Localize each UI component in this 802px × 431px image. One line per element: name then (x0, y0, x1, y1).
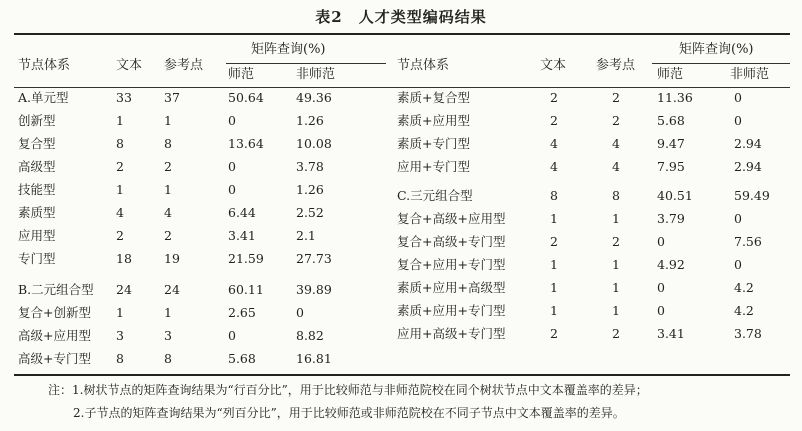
header-matrix-left: 矩阵查询(%) (251, 42, 326, 57)
cell-normal-right: 7.95 (657, 159, 685, 174)
cell-node-left: 复合+创新型 (18, 305, 91, 320)
cell-normal-left: 0 (228, 328, 236, 343)
cell-node-right: 应用+专门型 (397, 159, 470, 174)
cell-node-right: 素质+应用+专门型 (397, 303, 506, 318)
cell-normal-right: 4.92 (657, 257, 685, 272)
cell-normal-left: 3.41 (228, 228, 256, 243)
cell-text-left: 1 (116, 305, 124, 320)
cell-normal-right: 0 (657, 303, 665, 318)
cell-text-left: 18 (116, 251, 132, 266)
cell-text-left: 4 (116, 205, 124, 220)
cell-normal-left: 5.68 (228, 351, 256, 366)
cell-normal-right: 3.41 (657, 326, 685, 341)
matrix-subrule-left (226, 63, 386, 64)
cell-node-right: 素质+应用+高级型 (397, 280, 506, 295)
cell-refs-left: 8 (164, 136, 172, 151)
cell-non-normal-right: 4.2 (734, 303, 754, 318)
cell-node-left: 复合型 (18, 136, 56, 151)
cell-refs-left: 2 (164, 159, 172, 174)
cell-text-right: 1 (550, 257, 558, 272)
header-text-left: 文本 (116, 58, 143, 73)
bottom-rule (14, 374, 790, 376)
cell-refs-right: 8 (612, 188, 620, 203)
cell-normal-right: 0 (657, 234, 665, 249)
cell-normal-right: 40.51 (657, 188, 693, 203)
cell-node-right: 复合+高级+专门型 (397, 234, 506, 249)
cell-non-normal-right: 0 (734, 211, 742, 226)
cell-text-left: 1 (116, 113, 124, 128)
cell-text-right: 2 (550, 234, 558, 249)
cell-non-normal-right: 59.49 (734, 188, 770, 203)
cell-refs-right: 4 (612, 136, 620, 151)
cell-text-right: 1 (550, 303, 558, 318)
cell-non-normal-left: 1.26 (296, 182, 324, 197)
cell-non-normal-left: 49.36 (296, 90, 332, 105)
cell-non-normal-left: 1.26 (296, 113, 324, 128)
cell-refs-left: 37 (164, 90, 180, 105)
cell-normal-left: 13.64 (228, 136, 264, 151)
cell-non-normal-left: 3.78 (296, 159, 324, 174)
cell-node-left: B.二元组合型 (18, 282, 94, 297)
cell-refs-left: 24 (164, 282, 180, 297)
cell-non-normal-right: 0 (734, 257, 742, 272)
matrix-subrule-right (652, 63, 790, 64)
top-rule (14, 33, 790, 35)
cell-normal-right: 5.68 (657, 113, 685, 128)
header-non-normal-right: 非师范 (730, 67, 770, 82)
cell-refs-left: 1 (164, 305, 172, 320)
cell-refs-left: 8 (164, 351, 172, 366)
header-refs-right: 参考点 (596, 58, 636, 73)
cell-non-normal-left: 2.1 (296, 228, 316, 243)
cell-non-normal-left: 8.82 (296, 328, 324, 343)
cell-refs-right: 4 (612, 159, 620, 174)
cell-node-right: 应用+高级+专门型 (397, 326, 506, 341)
cell-text-left: 8 (116, 136, 124, 151)
cell-node-right: C.三元组合型 (397, 188, 473, 203)
table-note-1: 注：1.树状节点的矩阵查询结果为“行百分比”，用于比较师范与非师范院校在同个树状节点中文本覆盖率的差异； (48, 383, 648, 397)
header-matrix-right: 矩阵查询(%) (679, 42, 754, 57)
cell-refs-right: 2 (612, 113, 620, 128)
header-rule (14, 87, 790, 88)
cell-refs-right: 2 (612, 90, 620, 105)
cell-text-left: 33 (116, 90, 132, 105)
cell-node-right: 素质+专门型 (397, 136, 470, 151)
cell-text-right: 2 (550, 90, 558, 105)
cell-text-left: 24 (116, 282, 132, 297)
cell-normal-left: 2.65 (228, 305, 256, 320)
cell-text-right: 1 (550, 280, 558, 295)
cell-refs-right: 1 (612, 303, 620, 318)
header-refs-left: 参考点 (164, 58, 204, 73)
cell-node-left: 高级型 (18, 159, 56, 174)
cell-refs-left: 19 (164, 251, 180, 266)
header-normal-left: 师范 (228, 67, 255, 82)
cell-text-right: 2 (550, 113, 558, 128)
cell-non-normal-right: 2.94 (734, 159, 762, 174)
cell-node-left: 素质型 (18, 205, 56, 220)
cell-text-right: 4 (550, 136, 558, 151)
cell-normal-left: 50.64 (228, 90, 264, 105)
cell-normal-right: 11.36 (657, 90, 693, 105)
cell-refs-left: 1 (164, 113, 172, 128)
header-normal-right: 师范 (657, 67, 684, 82)
cell-non-normal-left: 10.08 (296, 136, 332, 151)
cell-non-normal-right: 4.2 (734, 280, 754, 295)
cell-non-normal-right: 3.78 (734, 326, 762, 341)
cell-refs-left: 3 (164, 328, 172, 343)
header-node-left: 节点体系 (18, 58, 71, 73)
cell-text-left: 3 (116, 328, 124, 343)
cell-refs-right: 2 (612, 326, 620, 341)
cell-node-left: 高级+专门型 (18, 351, 91, 366)
cell-refs-right: 2 (612, 234, 620, 249)
cell-node-left: 应用型 (18, 228, 56, 243)
cell-refs-right: 1 (612, 211, 620, 226)
cell-non-normal-right: 0 (734, 113, 742, 128)
cell-normal-right: 3.79 (657, 211, 685, 226)
cell-text-right: 8 (550, 188, 558, 203)
cell-non-normal-right: 2.94 (734, 136, 762, 151)
cell-node-left: 技能型 (18, 182, 56, 197)
cell-node-right: 复合+应用+专门型 (397, 257, 506, 272)
cell-normal-left: 6.44 (228, 205, 256, 220)
cell-non-normal-right: 0 (734, 90, 742, 105)
cell-non-normal-right: 7.56 (734, 234, 762, 249)
cell-refs-right: 1 (612, 257, 620, 272)
cell-node-left: 专门型 (18, 251, 56, 266)
cell-non-normal-left: 39.89 (296, 282, 332, 297)
cell-node-left: 创新型 (18, 113, 56, 128)
cell-text-right: 2 (550, 326, 558, 341)
header-node-right: 节点体系 (397, 58, 450, 73)
cell-normal-right: 9.47 (657, 136, 685, 151)
cell-refs-left: 2 (164, 228, 172, 243)
cell-node-left: A.单元型 (18, 90, 69, 105)
cell-non-normal-left: 2.52 (296, 205, 324, 220)
cell-refs-right: 1 (612, 280, 620, 295)
cell-text-left: 2 (116, 228, 124, 243)
cell-normal-left: 0 (228, 113, 236, 128)
cell-normal-left: 60.11 (228, 282, 264, 297)
cell-node-right: 复合+高级+应用型 (397, 211, 506, 226)
cell-non-normal-left: 16.81 (296, 351, 332, 366)
cell-normal-left: 21.59 (228, 251, 264, 266)
cell-text-left: 1 (116, 182, 124, 197)
cell-node-right: 素质+复合型 (397, 90, 470, 105)
cell-text-left: 2 (116, 159, 124, 174)
cell-refs-left: 1 (164, 182, 172, 197)
header-non-normal-left: 非师范 (296, 67, 336, 82)
cell-normal-left: 0 (228, 159, 236, 174)
cell-normal-left: 0 (228, 182, 236, 197)
header-text-right: 文本 (540, 58, 567, 73)
cell-non-normal-left: 0 (296, 305, 304, 320)
cell-node-left: 高级+应用型 (18, 328, 91, 343)
cell-text-right: 1 (550, 211, 558, 226)
cell-text-left: 8 (116, 351, 124, 366)
cell-normal-right: 0 (657, 280, 665, 295)
cell-text-right: 4 (550, 159, 558, 174)
table-title: 表2 人才类型编码结果 (315, 8, 487, 26)
cell-refs-left: 4 (164, 205, 172, 220)
table-note-2: 2.子节点的矩阵查询结果为“列百分比”，用于比较师范或非师范院校在不同子节点中文本覆盖率的差异。 (73, 406, 625, 420)
cell-node-right: 素质+应用型 (397, 113, 470, 128)
cell-non-normal-left: 27.73 (296, 251, 332, 266)
